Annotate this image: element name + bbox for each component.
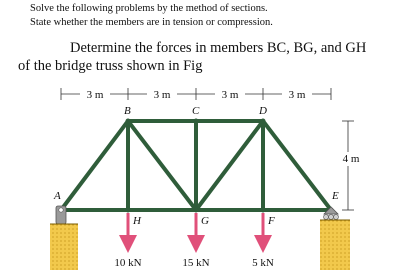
node-label-d: D [259, 105, 267, 117]
height-label: 4 m [342, 153, 360, 165]
span-label-2: 3 m [153, 89, 171, 101]
member-de [263, 121, 331, 210]
node-label-h: H [133, 215, 141, 227]
node-label-f: F [268, 215, 275, 227]
instruction-line-1: Solve the following problems by the method of sections. [30, 3, 268, 14]
node-label-e: E [332, 190, 339, 202]
load-label-h: 10 kN [114, 257, 142, 269]
right-support [320, 207, 350, 270]
problem-line-1: Determine the forces in members BC, BG, and GH [70, 40, 367, 56]
right-ground [320, 220, 350, 270]
left-ground [50, 224, 78, 270]
instruction-line-2: State whether the members are in tension or compression. [30, 17, 273, 28]
load-label-g: 15 kN [182, 257, 210, 269]
member-gd [196, 121, 263, 210]
member-bg [128, 121, 196, 210]
member-ab [61, 121, 128, 210]
problem-line-2: of the bridge truss shown in Fig [18, 58, 203, 74]
node-label-a: A [54, 190, 61, 202]
node-label-b: B [124, 105, 131, 117]
node-label-g: G [201, 215, 209, 227]
load-arrows [128, 213, 263, 244]
truss-members [61, 121, 331, 210]
load-label-f: 5 kN [252, 257, 274, 269]
span-label-1: 3 m [86, 89, 104, 101]
left-support [50, 206, 78, 270]
node-label-c: C [192, 105, 200, 117]
span-label-3: 3 m [221, 89, 239, 101]
span-label-4: 3 m [288, 89, 306, 101]
